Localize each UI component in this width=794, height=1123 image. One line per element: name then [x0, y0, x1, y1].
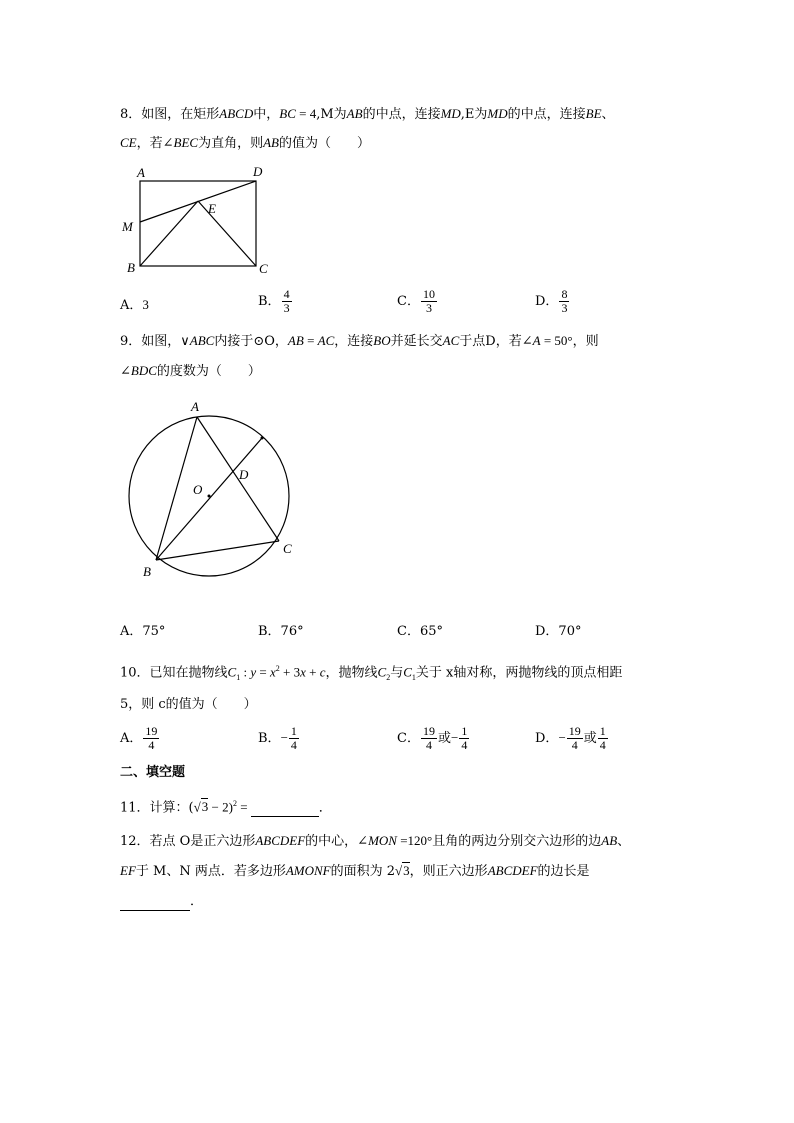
q10-text: ，抛物线: [325, 665, 378, 681]
q9-text: 于点D，若∠: [459, 334, 533, 349]
q12-text: ．: [190, 894, 204, 909]
q10-math: 2: [386, 672, 391, 682]
q9-line1: [120, 332, 599, 351]
q10-math: 1: [236, 672, 241, 682]
numerator: 10: [422, 287, 435, 301]
fraction: [421, 725, 437, 752]
q10-text: 关于 x轴对称，两抛物线的顶点相距: [415, 665, 623, 681]
q12-math: MON: [368, 833, 397, 848]
q10-line1: [120, 660, 622, 687]
q10-math: C: [227, 664, 237, 680]
q9-math: A: [532, 333, 541, 348]
q12-text: 12．若点 O是正六边形: [120, 834, 256, 849]
label-c: C: [283, 541, 292, 556]
or-text: 或: [437, 731, 451, 746]
q10-math: c: [319, 664, 326, 680]
q10-math: x: [269, 664, 276, 680]
answer-blank[interactable]: [251, 802, 319, 817]
q8-option-a: [120, 296, 149, 315]
q8-text: 、: [601, 107, 615, 122]
option-letter: D．: [535, 731, 559, 746]
q9-math: ABC: [189, 333, 215, 348]
numerator: 19: [145, 724, 158, 738]
q8-text: 中，: [253, 107, 280, 122]
q11-math: =: [236, 799, 251, 815]
q9-math: BO: [373, 333, 391, 348]
option-letter: B．: [258, 294, 281, 309]
q9-math: AC: [317, 333, 335, 348]
q12-math: ABCDEF: [487, 863, 538, 878]
fraction: [289, 725, 299, 752]
q8-text: 的值为（ ）: [279, 136, 371, 151]
q9-option-b: B．76°: [258, 624, 304, 639]
fraction: [598, 725, 608, 752]
q9-text: 并延长交: [390, 334, 443, 349]
q8-line2: [120, 134, 370, 153]
q12-line2: [120, 862, 590, 881]
fraction: [143, 725, 159, 752]
label-d: D: [239, 467, 249, 482]
q11-text: ．: [318, 800, 332, 816]
q10-math: :: [240, 664, 251, 680]
segment-ac: [197, 417, 279, 541]
segment-ab: [156, 417, 197, 560]
q12-text: ，则正六边形: [409, 864, 488, 879]
q8-math: = 4: [295, 106, 317, 121]
q10-line2: 5，则 c的值为（ ）: [120, 697, 257, 712]
q9-math: = 50°: [540, 333, 573, 348]
q12-text: 的边长是: [537, 864, 590, 879]
q10-text: 与: [390, 665, 404, 681]
q9-text: 的度数为（ ）: [156, 364, 261, 379]
denominator: 4: [148, 738, 155, 752]
numerator: 1: [461, 724, 468, 738]
q12-math: 3: [403, 863, 410, 878]
q12-text: 的中心，∠: [305, 834, 369, 849]
label-b: B: [143, 564, 151, 579]
minus-sign: −: [558, 730, 566, 745]
q10-math: C: [377, 664, 387, 680]
option-letter: B．: [258, 731, 281, 746]
label-a: A: [191, 399, 199, 414]
q10-text: 10．已知在抛物线: [120, 665, 228, 681]
denominator: 3: [425, 301, 432, 315]
fraction: [459, 725, 469, 752]
q12-text: 、: [617, 834, 631, 849]
numerator: 1: [599, 724, 606, 738]
denominator: 3: [283, 301, 290, 315]
q12-math: AB: [601, 833, 618, 848]
q8-math: MD: [440, 106, 461, 121]
q11-line: [120, 795, 332, 817]
answer-blank[interactable]: [120, 896, 190, 911]
or-text: 或: [583, 731, 597, 746]
q9-math: =: [303, 333, 318, 348]
label-o: O: [193, 482, 203, 497]
q8-text: ，若∠: [136, 136, 174, 151]
sqrt-sign: √: [193, 799, 201, 815]
q10-option-a: [120, 725, 160, 752]
q8-option-c: [397, 288, 438, 315]
q9-text: ，连接: [334, 334, 374, 349]
option-letter: C．: [397, 294, 420, 309]
label-d: D: [253, 164, 263, 179]
q11-math: 2: [232, 799, 237, 808]
fraction: [559, 288, 569, 315]
rectangle-abcd: [140, 181, 256, 266]
q12-math: EF: [120, 863, 136, 878]
q12-line3: [120, 893, 203, 911]
q12-text: 于 M、N 两点．若多边形: [135, 864, 286, 879]
q9-math: ∨: [180, 333, 190, 348]
segment-ce: [198, 201, 256, 266]
denominator: 4: [461, 738, 468, 752]
point-extension: [261, 437, 264, 440]
q9-math: BDC: [130, 363, 157, 378]
q12-math: =120°: [396, 833, 433, 848]
q10-math: +: [305, 664, 320, 680]
q9-text: 9．如图，: [120, 334, 181, 349]
denominator: 4: [290, 738, 297, 752]
q11-math: − 2): [208, 799, 233, 815]
segment-bo-extended: [156, 438, 262, 560]
q10-option-b: [258, 725, 300, 752]
q12-text: 且角的两边分别交六边形的边: [432, 834, 602, 849]
q8-option-d: [535, 288, 570, 315]
q8-text: 的中点，连接: [362, 107, 441, 122]
numerator: 19: [568, 724, 581, 738]
q12-math: ABCDEF: [255, 833, 306, 848]
label-m: M: [122, 219, 133, 234]
q10-math: C: [403, 664, 412, 680]
denominator: 4: [599, 738, 606, 752]
q8-text: 的中点，连接: [507, 107, 586, 122]
q8-math: BC: [279, 106, 296, 121]
q10-math: x: [300, 664, 306, 680]
q9-math: AB: [287, 333, 304, 348]
label-a: A: [137, 165, 145, 180]
q8-math: AB: [346, 106, 363, 121]
q8-text: ,E为: [460, 107, 488, 122]
q8-math: MD: [487, 106, 508, 121]
q11-text: 11．计算：(: [120, 800, 194, 816]
section-title: 二、填空题: [120, 765, 186, 780]
q9-figure: [118, 390, 308, 590]
q9-option-c: C．65°: [397, 624, 443, 639]
q8-line1: [120, 105, 615, 124]
q8-math: BE: [585, 106, 602, 121]
q8-math: ABCD: [219, 106, 254, 121]
label-c: C: [259, 261, 268, 276]
numerator: 8: [561, 287, 568, 301]
point-o: [208, 495, 211, 498]
fraction: [282, 288, 292, 315]
label-b: B: [127, 260, 135, 275]
option-value: 3: [142, 297, 149, 312]
denominator: 4: [425, 738, 432, 752]
minus-sign: −: [280, 730, 288, 745]
q11-math: 3: [201, 799, 209, 815]
q10-math: =: [256, 664, 270, 680]
q10-math: 2: [275, 664, 280, 673]
q8-text: 为直角，则: [198, 136, 264, 151]
q9-option-d: D．70°: [535, 624, 582, 639]
q9-option-a: A．75°: [120, 624, 166, 639]
q12-math: AMONF: [285, 863, 331, 878]
minus-sign: −: [450, 730, 459, 745]
option-letter: C．: [397, 731, 420, 746]
label-e: E: [208, 201, 216, 216]
q12-line1: [120, 832, 630, 851]
sqrt-sign: √: [395, 863, 403, 878]
option-letter: A．: [120, 298, 143, 313]
option-letter: D．: [535, 294, 559, 309]
q9-line2: [120, 362, 261, 381]
q8-figure: [118, 160, 278, 280]
q10-math: + 3: [279, 664, 301, 680]
fraction: [567, 725, 583, 752]
denominator: 3: [561, 301, 568, 315]
q12-text: 的面积为 2: [330, 864, 396, 879]
q9-text: ∠: [120, 364, 131, 379]
q9-text: ，则: [572, 334, 599, 349]
q8-math: BEC: [173, 135, 199, 150]
fraction: [421, 288, 437, 315]
q8-math: AB: [263, 135, 279, 150]
q8-option-b: [258, 288, 293, 315]
segment-be: [140, 201, 198, 266]
q9-text: 内接于⊙O，: [214, 334, 288, 349]
numerator: 4: [283, 287, 290, 301]
q10-option-c: [397, 725, 470, 752]
q10-math: y: [250, 664, 257, 680]
q8-text: ,M为: [316, 107, 347, 122]
q10-math: 1: [411, 672, 416, 682]
numerator: 1: [290, 724, 297, 738]
q8-text: 8．如图，在矩形: [120, 107, 220, 122]
q8-math: CE: [120, 135, 137, 150]
option-letter: A．: [120, 731, 143, 746]
q9-math: AC: [442, 333, 460, 348]
q10-option-d: [535, 725, 609, 752]
numerator: 19: [422, 724, 435, 738]
denominator: 4: [571, 738, 578, 752]
